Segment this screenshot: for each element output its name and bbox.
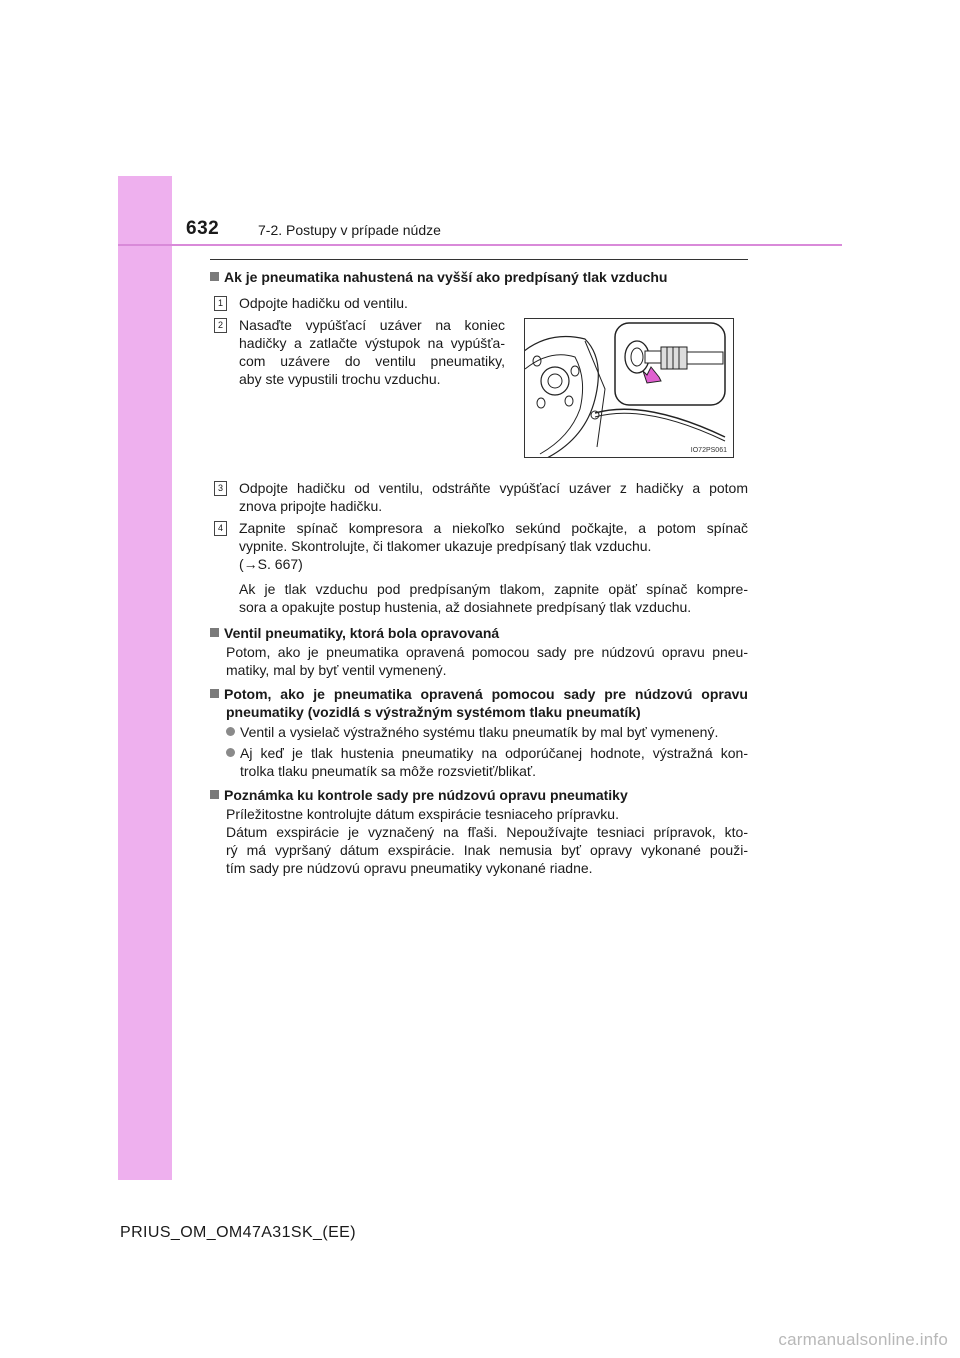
circle-bullet-icon <box>226 727 235 736</box>
section4-heading: Poznámka ku kontrole sady pre núdzovú opravu pneumatiky <box>210 786 628 804</box>
square-bullet-icon <box>210 628 219 637</box>
section3-heading: Potom, ako je pneumatika opravená pomocou sady pre núdzovú opravu pneumatiky (vozidlá s výstražným systémom tlaku pneumatík) <box>210 685 748 721</box>
section-divider <box>210 259 748 260</box>
square-bullet-icon <box>210 689 219 698</box>
section3-bullet-2: Aj keď je tlak hustenia pneumatiky na odporúčanej hodnote, výstražná kon- <box>226 744 748 762</box>
tire-valve-drawing <box>525 319 733 457</box>
chapter-title: 7-2. Postupy v prípade núdze <box>258 222 441 238</box>
site-watermark: carmanualsonline.info <box>778 1330 948 1349</box>
section2-body: Potom, ako je pneumatika opravená pomocou sady pre núdzovú opravu pneu- matiky, mal by byť ventil vymenený. <box>226 644 748 678</box>
square-bullet-icon <box>210 790 219 799</box>
step-1-badge: 1 <box>214 296 227 311</box>
step-3-badge: 3 <box>214 481 227 496</box>
valve-illustration <box>524 318 734 458</box>
step-2-text: Nasaďte vypúšťací uzáver na koniec hadičky a zatlačte výstupok na vypúšťa- com uzávere do ventilu pneumatiky, aby ste vypustili trochu vzduchu. <box>239 317 505 387</box>
step-2-badge: 2 <box>214 318 227 333</box>
section4-body: Príležitostne kontrolujte dátum exspirácie tesniaceho prípravku. Dátum exspirácie je vyznačený na fľaši. Nepoužívajte tesniaci prípravok, kto- rý má vypršaný dátum exspirácie. Inak nemusia byť opravy vykonané použi- tím sady pre núdzovú opravu pneumatiky vykonané riadne. <box>226 806 748 876</box>
step-4-note: Ak je tlak vzduchu pod predpísaným tlakom, zapnite opäť spínač kompre- sora a opakujte postup hustenia, až dosiahnete predpísaný tlak vzduchu. <box>239 581 748 615</box>
step-4-badge: 4 <box>214 521 227 536</box>
chapter-side-tab <box>118 176 172 1180</box>
arrow-right-icon: → <box>243 556 258 572</box>
square-bullet-icon <box>210 272 219 281</box>
section2-heading: Ventil pneumatiky, ktorá bola opravovaná <box>210 624 499 642</box>
section3-bullet-1: Ventil a vysielač výstražného systému tlaku pneumatík by mal byť vymenený. <box>226 723 748 741</box>
section3-bullet-2-cont: trolka tlaku pneumatík sa môže rozsvietiť/blikať. <box>240 763 537 779</box>
page-reference[interactable]: (→S. 667) <box>239 556 303 572</box>
header-rule <box>118 244 842 246</box>
step-4-text: Zapnite spínač kompresora a niekoľko sekúnd počkajte, a potom spínač vypnite. Skontrolujte, či tlakomer ukazuje predpísaný tlak vzduchu. (→S. 667) <box>239 520 748 572</box>
step-1-text: Odpojte hadičku od ventilu. <box>239 295 408 311</box>
document-code: PRIUS_OM_OM47A31SK_(EE) <box>120 1224 356 1241</box>
section1-heading: Ak je pneumatika nahustená na vyšší ako predpísaný tlak vzduchu <box>210 268 667 286</box>
circle-bullet-icon <box>226 748 235 757</box>
figure-code: IO72PS061 <box>690 447 727 454</box>
step-3-text: Odpojte hadičku od ventilu, odstráňte vypúšťací uzáver z hadičky a potom znova pripojte hadičku. <box>239 480 748 514</box>
page-number: 632 <box>186 218 220 239</box>
